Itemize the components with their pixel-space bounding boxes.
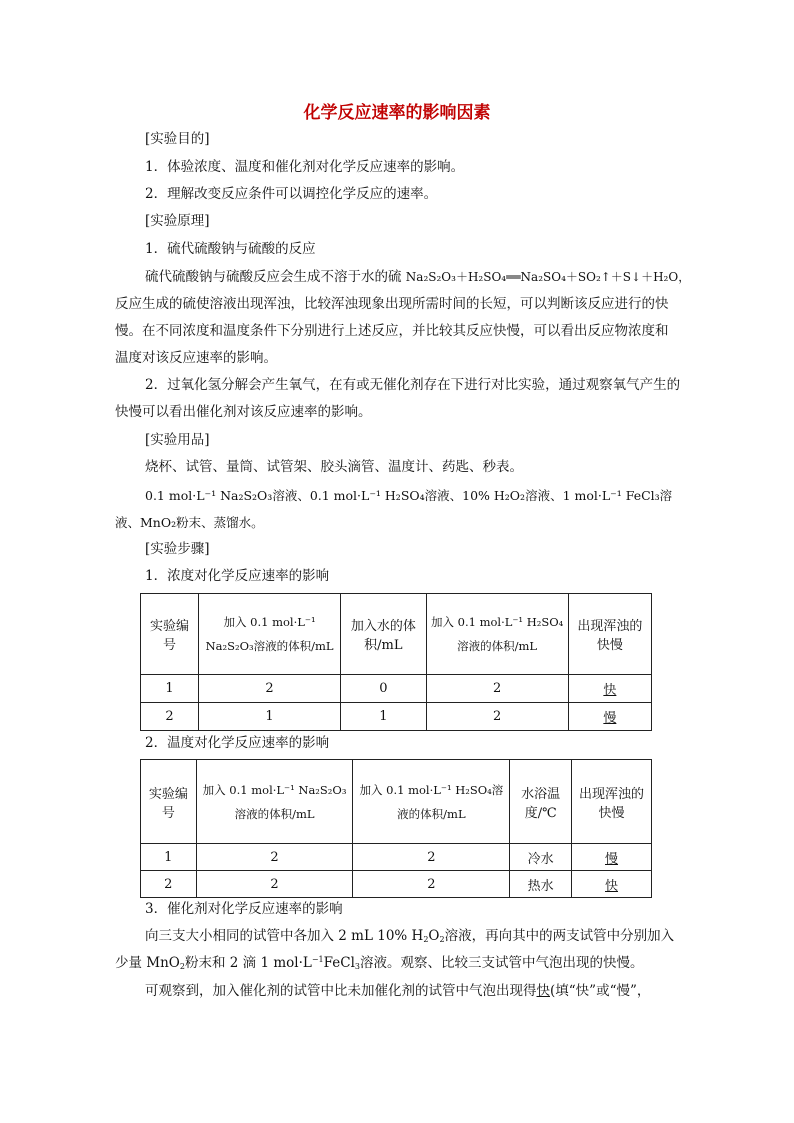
table-cell: 2 xyxy=(196,844,353,871)
table-header-cell: 实验编号 xyxy=(141,760,197,844)
step-3-text-e: 溶液。观察、比较三支试管中气泡出现的快慢。 xyxy=(360,955,644,971)
principle-1-text: 硫代硫酸钠与硫酸反应会生成不溶于水的硫 xyxy=(145,269,406,285)
table-header-cell: 加入 0.1 mol·L⁻¹ H₂SO₄溶液的体积/mL xyxy=(426,594,568,675)
table-cell: 2 xyxy=(196,871,353,898)
step-2-title: 2．温度对化学反应速率的影响 xyxy=(145,735,330,751)
step-3-title: 3．催化剂对化学反应速率的影响 xyxy=(145,901,343,917)
table-cell: 热水 xyxy=(510,871,572,898)
table-header-cell: 加入 0.1 mol·L⁻¹ H₂SO₄溶液的体积/mL xyxy=(353,760,510,844)
table-row xyxy=(141,703,652,731)
table-header-cell: 水浴温度/℃ xyxy=(510,760,572,844)
table-cell: 1 xyxy=(141,844,197,871)
equation-arrow: ══ xyxy=(506,270,521,284)
temperature-table xyxy=(140,759,652,898)
superscript: −1 xyxy=(311,955,324,964)
table-header-row xyxy=(141,594,652,675)
table-header-cell: 加入水的体积/mL xyxy=(341,594,426,675)
principle-1-title: 1．硫代硫酸钠与硫酸的反应 xyxy=(145,241,316,257)
subscript: 3 xyxy=(354,962,360,971)
table-header-cell: 出现浑浊的快慢 xyxy=(572,760,652,844)
principle-heading: [实验原理] xyxy=(145,213,210,229)
table-cell: 2 xyxy=(426,703,568,731)
subscript: 2 xyxy=(423,935,429,944)
principle-1-body: 反应生成的硫使溶液出现浑浊，比较浑浊现象出现所需时间的长短，可以判断该反应进行的快慢。在不同浓度和温度条件下分别进行上述反应，并比较其反应快慢，可以看出反应物浓度和温度对该反应速率的影响。 xyxy=(115,296,669,366)
conclusion-answer: 快 xyxy=(536,983,550,999)
table-cell: 2 xyxy=(141,871,197,898)
table-cell: 2 xyxy=(353,844,510,871)
step-3-text-b: 溶液，再向其中的两支试管中分别加入少量 MnO xyxy=(115,928,675,971)
conclusion-text xyxy=(115,978,681,1005)
table-cell-answer: 快 xyxy=(568,675,651,703)
purpose-heading: [实验目的] xyxy=(145,131,210,147)
table-header-cell: 加入 0.1 mol·L⁻¹ Na₂S₂O₃溶液的体积/mL xyxy=(196,760,353,844)
equation-lhs: Na₂S₂O₃＋H₂SO₄ xyxy=(405,270,507,284)
table-header-cell: 加入 0.1 mol·L⁻¹ Na₂S₂O₃溶液的体积/mL xyxy=(198,594,340,675)
conclusion-text-b: (填“快”或“慢”， xyxy=(550,983,651,999)
table-cell: 2 xyxy=(353,871,510,898)
materials-heading: [实验用品] xyxy=(145,432,210,448)
principle-1-line-1 xyxy=(145,264,690,291)
step-3-text-a: 向三支大小相同的试管中各加入 2 mL 10% H xyxy=(145,928,424,944)
equation-rhs: Na₂SO₄＋SO₂↑＋S↓＋H₂O， xyxy=(520,270,691,284)
table-cell-answer: 慢 xyxy=(572,844,652,871)
page-title: 化学反应速率的影响因素 xyxy=(303,103,491,123)
table-header-row xyxy=(141,760,652,844)
table-cell-answer: 快 xyxy=(572,871,652,898)
table-cell: 1 xyxy=(141,675,199,703)
principle-2-text: 2．过氧化氢分解会产生氧气，在有或无催化剂存在下进行对比实验，通过观察氧气产生的快慢可以看出催化剂对该反应速率的影响。 xyxy=(115,377,681,420)
subscript: 2 xyxy=(179,962,185,971)
subscript: 2 xyxy=(439,935,445,944)
materials-list-1: 烧杯、试管、量筒、试管架、胶头滴管、温度计、药匙、秒表。 xyxy=(145,459,523,475)
table-row xyxy=(141,871,652,898)
materials-list-2: 0.1 mol·L⁻¹ Na₂S₂O₃溶液、0.1 mol·L⁻¹ H₂SO₄溶液、10% H₂O₂溶液、1 mol·L⁻¹ FeCl₃溶液、MnO₂粉末、蒸馏水。 xyxy=(115,488,673,530)
table-cell: 2 xyxy=(426,675,568,703)
table-header-cell: 实验编号 xyxy=(141,594,199,675)
table-cell: 1 xyxy=(341,703,426,731)
step-1-title: 1．浓度对化学反应速率的影响 xyxy=(145,568,330,584)
table-cell: 2 xyxy=(198,675,340,703)
table-cell: 2 xyxy=(141,703,199,731)
table-header-cell: 出现浑浊的快慢 xyxy=(568,594,651,675)
steps-heading: [实验步骤] xyxy=(145,541,210,557)
purpose-item-2: 2．理解改变反应条件可以调控化学反应的速率。 xyxy=(145,186,438,202)
step-3-text-d: FeCl xyxy=(323,955,355,971)
step-3-text-c: 粉末和 2 滴 1 mol·L xyxy=(184,955,312,971)
conclusion-text-a: 可观察到，加入催化剂的试管中比未加催化剂的试管中气泡出现得 xyxy=(145,983,537,999)
table-row xyxy=(141,675,652,703)
table-cell: 冷水 xyxy=(510,844,572,871)
table-cell: 1 xyxy=(198,703,340,731)
table-cell: 0 xyxy=(341,675,426,703)
table-cell-answer: 慢 xyxy=(568,703,651,731)
step-3-text: 向三支大小相同的试管中各加入 2 mL 10% $H_2O_2$溶液，再向其中的两支试管中分别加入少量 MnO$_2$粉末和 2 滴 1 $mol\cdot L^{-1}FeCl_3$溶液。观察、比较三支试管中气泡出现的快慢。 xyxy=(115,928,675,971)
concentration-table xyxy=(140,593,652,731)
purpose-item-1: 1．体验浓度、温度和催化剂对化学反应速率的影响。 xyxy=(145,159,465,175)
table-row xyxy=(141,844,652,871)
